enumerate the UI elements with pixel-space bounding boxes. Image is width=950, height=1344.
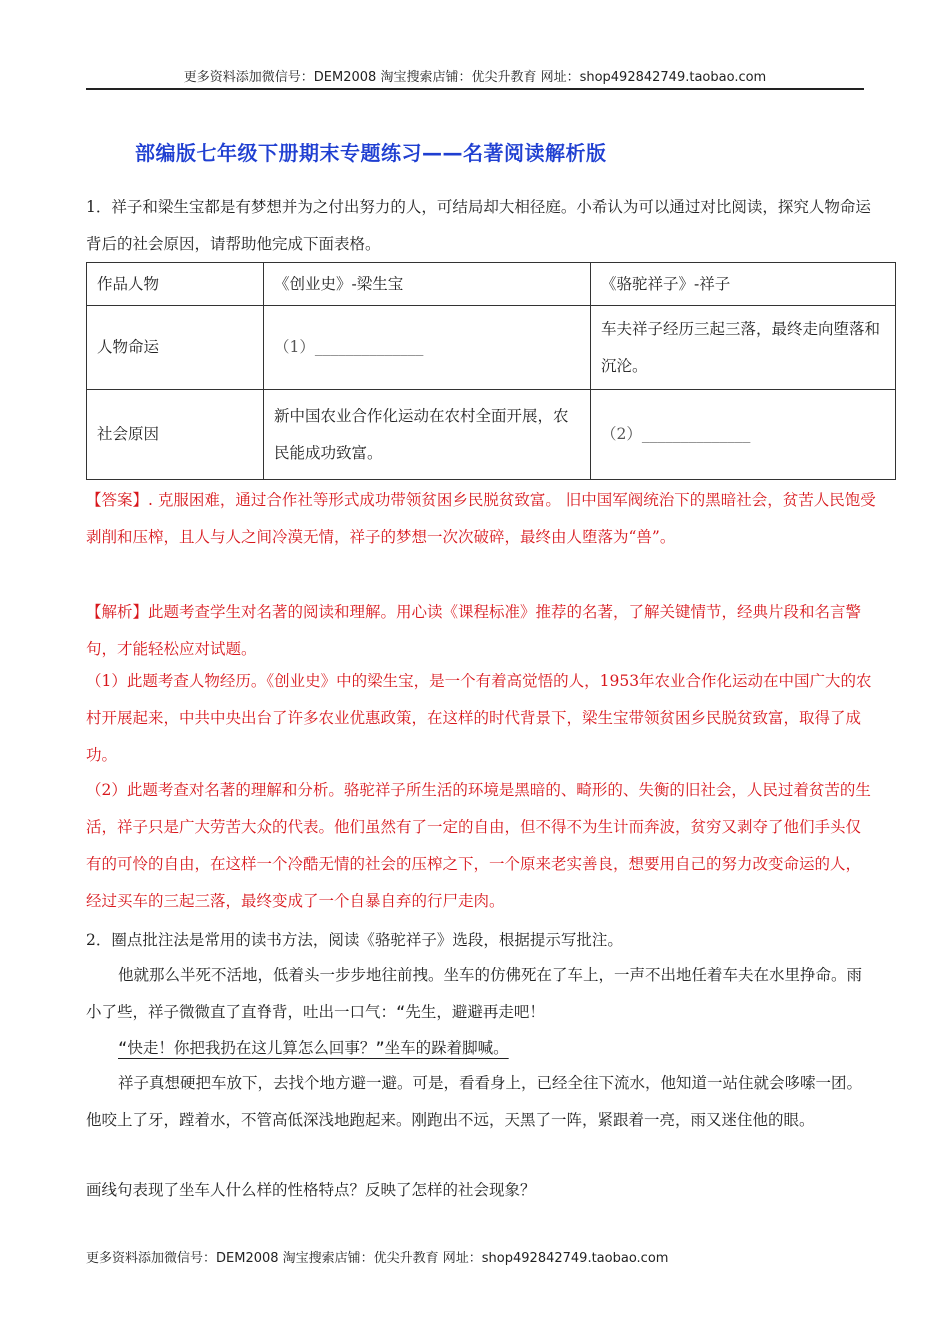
table-cell: 新中国农业合作化运动在农村全面开展，农民能成功致富。 xyxy=(264,390,591,480)
header-divider xyxy=(86,88,864,90)
table-row xyxy=(87,306,896,390)
question-2-text: 2．圈点批注法是常用的读书方法，阅读《骆驼祥子》选段，根据提示写批注。 xyxy=(86,931,623,949)
table-cell: 车夫祥子经历三起三落，最终走向堕落和沉沦。 xyxy=(591,306,896,390)
table-row xyxy=(87,390,896,480)
table-cell: 作品人物 xyxy=(87,263,264,306)
table-cell: 《创业史》-梁生宝 xyxy=(264,263,591,306)
table-row xyxy=(87,263,896,306)
excerpt-paragraph-3: 祥子真想硬把车放下，去找个地方避一避。可是，看看身上，已经全往下流水，他知道一站住就会哆嗦一团。他咬上了牙，蹚着水，不管高低深浅地跑起来。刚跑出不远，天黑了一阵，紧跟着一亮，雨又迷住他的眼。 xyxy=(86,1074,863,1129)
excerpt-underlined-sentence xyxy=(118,1030,578,1067)
table-cell: 人物命运 xyxy=(87,306,264,390)
page-footer: 更多资料添加微信号：DEM2008 淘宝搜索店铺：优尖升教育 网址：shop492842749.taobao.com xyxy=(86,1251,669,1266)
question-1-text: 1．祥子和梁生宝都是有梦想并为之付出努力的人，可结局却大相径庭。小希认为可以通过对比阅读，探究人物命运背后的社会原因，请帮助他完成下面表格。 xyxy=(86,198,871,253)
underlined-text: “快走！你把我扔在这儿算怎么回事？”坐车的跺着脚喊。 xyxy=(118,1039,509,1057)
question-2-prompt: 画线句表现了坐车人什么样的性格特点？反映了怎样的社会现象？ xyxy=(86,1181,536,1199)
answer-blank-1: （1）______________ xyxy=(264,306,591,390)
comparison-table xyxy=(86,262,896,480)
analysis-text: 【解析】此题考查学生对名著的阅读和理解。用心读《课程标准》推荐的名著，了解关键情节，经典片段和名言警句，才能轻松应对试题。 xyxy=(86,603,862,658)
answer-text: 【答案】. 克服困难，通过合作社等形式成功带领贫困乡民脱贫致富。 旧中国军阀统治下的黑暗社会，贫苦人民饱受剥削和压榨，且人与人之间冷漠无情，祥子的梦想一次次破碎，最终由人堕落为“兽”。 xyxy=(86,491,876,546)
analysis-part-1: （1）此题考查人物经历。《创业史》中的梁生宝，是一个有着高觉悟的人，1953年农业合作化运动在中国广大的农村开展起来，中共中央出台了许多农业优惠政策，在这样的时代背景下，梁生宝带领贫困乡民脱贫致富，取得了成功。 xyxy=(86,672,872,764)
document-title: 部编版七年级下册期末专题练习——名著阅读解析版 xyxy=(135,141,607,165)
analysis-part-2: （2）此题考查对名著的理解和分析。骆驼祥子所生活的环境是黑暗的、畸形的、失衡的旧社会，人民过着贫苦的生活，祥子只是广大劳苦大众的代表。他们虽然有了一定的自由，但不得不为生计而奔波，贫穷又剥夺了他们手头仅有的可怜的自由，在这样一个冷酷无情的社会的压榨之下，一个原来老实善良，想要用自己的努力改变命运的人，经过买车的三起三落，最终变成了一个自暴自弃的行尸走肉。 xyxy=(86,781,871,910)
page-header: 更多资料添加微信号：DEM2008 淘宝搜索店铺：优尖升教育 网址：shop492842749.taobao.com xyxy=(183,70,767,85)
table-cell: 社会原因 xyxy=(87,390,264,480)
answer-blank-2: （2）______________ xyxy=(591,390,896,480)
excerpt-paragraph-1: 他就那么半死不活地，低着头一步步地往前拽。坐车的仿佛死在了车上，一声不出地任着车夫在水里挣命。雨小了些，祥子微微直了直脊背，吐出一口气：“先生，避避再走吧！ xyxy=(86,966,863,1021)
table-cell: 《骆驼祥子》-祥子 xyxy=(591,263,896,306)
